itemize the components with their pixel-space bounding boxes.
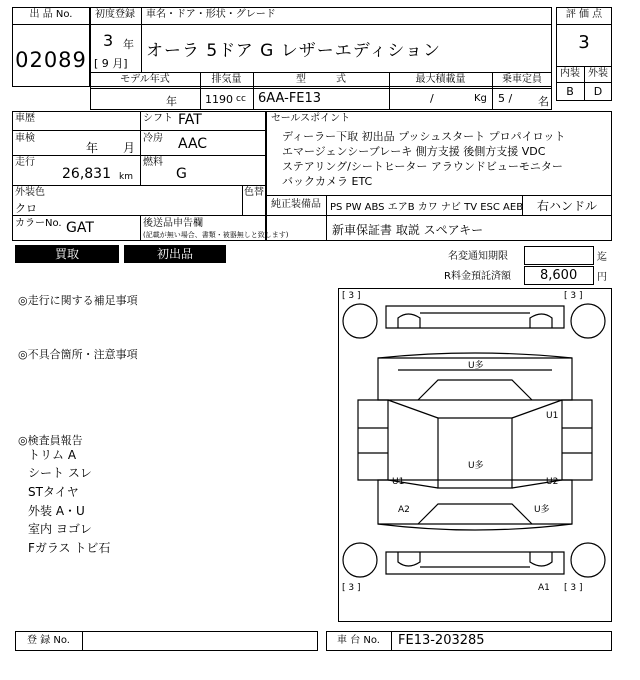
tire-mark: [ 3 ] [564, 291, 583, 301]
max-load-slash: / [430, 92, 434, 105]
inspector-line: トリム A [28, 448, 77, 462]
chassis-number: FE13-203285 [398, 633, 485, 648]
model-year-label: モデル年式 [120, 74, 170, 85]
sales-point-line: ディーラー下取 初出品 プッシュスタート プロパイロット [282, 130, 566, 143]
tire-mark: [ 3 ] [342, 291, 361, 301]
damage-code-left-rear-fender: A2 [398, 505, 410, 515]
lot-number-label: 出 品 No. [29, 9, 73, 20]
first-registration-label: 初度登録 [95, 9, 135, 20]
inspection-month: 月 [123, 141, 136, 155]
inspector-report-title: ◎検査員報告 [18, 434, 83, 447]
vehicle-type: 6AA-FE13 [258, 91, 322, 106]
mileage: 26,831 [62, 166, 111, 182]
grade-label: 評 価 点 [565, 9, 603, 20]
recycle-fee-label: R料金預託済額 [444, 271, 511, 282]
registration-number-label: 登 録 No. [27, 635, 70, 646]
fuel: G [176, 166, 187, 182]
name-change-deadline-label: 名変通知期限 [448, 251, 508, 262]
equipment-label: 純正装備品 [271, 199, 321, 210]
tire-mark: [ 3 ] [564, 583, 583, 593]
capacity-value: 5 / [498, 92, 513, 105]
lot-number: 02089 [15, 48, 87, 72]
name-change-deadline-unit: 迄 [597, 252, 607, 263]
inspector-line: シート スレ [28, 466, 92, 480]
sales-points-label: セールスポイント [271, 113, 351, 124]
max-load-unit: Kg [474, 93, 487, 104]
driving-notes-title: ◎走行に関する補足事項 [18, 294, 138, 307]
exterior-grade-label: 外装 [588, 68, 608, 79]
interior-grade-label: 内装 [560, 68, 580, 79]
displacement-label: 排気量 [211, 74, 242, 85]
car-name: オーラ 5ドア G レザーエディション [146, 41, 441, 61]
damage-code-rear-bumper: A1 [538, 583, 550, 593]
grade-value: 3 [578, 32, 590, 53]
equipment-items: PS PW ABS エアB カワ ナビ TV ESC AEB [330, 202, 524, 213]
displacement-unit: cc [236, 94, 246, 104]
purchase-badge: 買取 [15, 245, 119, 263]
sales-point-line: バックカメラ ETC [282, 175, 373, 188]
displacement: 1190 [205, 93, 233, 106]
steering-position: 右ハンドル [536, 199, 597, 213]
chassis-number-label: 車 台 No. [337, 635, 380, 646]
max-load-label: 最大積載量 [415, 74, 466, 85]
model-year-unit: 年 [166, 95, 177, 108]
defect-notes-title: ◎不具合箇所・注意事項 [18, 348, 138, 361]
damage-code-right-front-door: U1 [546, 411, 559, 421]
first-registration-year: 3 [103, 31, 114, 50]
recycle-fee-value: 8,600 [540, 268, 578, 283]
first-registration-year-unit: 年 [123, 38, 134, 51]
damage-code-hood: U多 [468, 461, 484, 471]
color-no-label: カラーNo. [15, 218, 62, 229]
first-listing-badge: 初出品 [124, 245, 226, 263]
history-label: 車歴 [15, 113, 35, 124]
fuel-label: 燃料 [143, 157, 163, 168]
exterior-color-label: 外装色 [15, 187, 45, 198]
damage-code-right-rear-fender: U多 [534, 505, 550, 515]
exterior-grade: D [593, 85, 603, 98]
type-label: 型 式 [296, 74, 346, 85]
inspector-line: Fガラス トビ石 [28, 541, 111, 555]
name-change-deadline-value [524, 246, 594, 265]
document-label: 後送品申告欄 [143, 218, 203, 229]
mileage-unit: km [119, 172, 133, 182]
mileage-label: 走行 [15, 157, 35, 168]
document-note: (記載が無い場合、書類・被器無しと致します) [143, 231, 289, 239]
shift-label: シフト [143, 113, 173, 124]
car-damage-diagram [338, 288, 612, 622]
ac-label: 冷房 [143, 133, 163, 144]
damage-code-right-rear-door: U2 [546, 477, 559, 487]
inspector-line: STタイヤ [28, 485, 79, 499]
ac: AAC [178, 136, 208, 152]
warranty-documents: 新車保証書 取説 スペアキー [332, 223, 484, 237]
capacity-label: 乗車定員 [502, 74, 542, 85]
sales-point-line: エマージェンシーブレーキ 側方支援 後側方支援 VDC [282, 145, 546, 158]
shift: FAT [178, 112, 202, 128]
color-no: GAT [66, 220, 94, 236]
damage-code-roof: U多 [468, 361, 484, 371]
car-name-label: 車名・ドア・形状・グレード [146, 9, 276, 20]
interior-grade: B [566, 85, 574, 98]
capacity-unit: 名 [538, 95, 549, 108]
tire-mark: [ 3 ] [342, 583, 361, 593]
exterior-color: クロ [15, 202, 37, 215]
inspection-label: 車検 [15, 133, 35, 144]
recycle-fee-unit: 円 [597, 272, 607, 283]
inspector-line: 外装 A・U [28, 504, 85, 518]
inspector-line: 室内 ヨゴレ [28, 522, 92, 536]
inspection-year: 年 [86, 141, 99, 155]
color-change-label: 色替 [244, 187, 264, 198]
damage-code-left-rear-door: U1 [392, 477, 405, 487]
sales-point-line: ステアリング/シートヒーター アラウンドビューモニター [282, 160, 563, 173]
first-registration-month: [ 9 月] [94, 57, 128, 70]
